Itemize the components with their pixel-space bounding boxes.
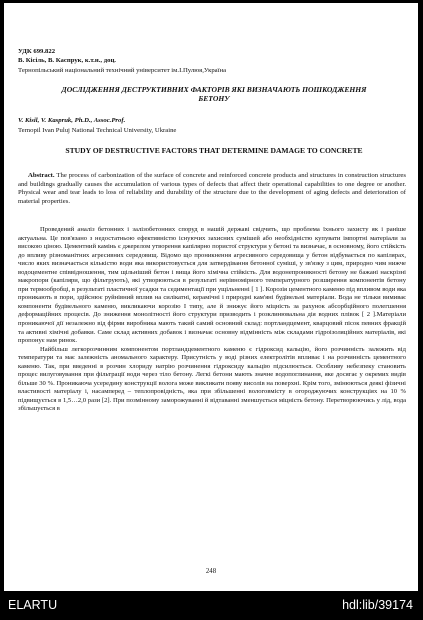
title-ua: ДОСЛІДЖЕННЯ ДЕСТРУКТИВНИХ ФАКТОРІВ ЯКІ ВИЗНАЧАЮТЬ ПОШКОДЖЕННЯ БЕТОНУ bbox=[61, 85, 367, 104]
authors-en: V. Kisil, V. Kaspruk, Ph.D., Assoc.Prof. bbox=[18, 117, 126, 124]
footer-bar bbox=[0, 591, 423, 620]
body-paragraph-2: Найбільш легкорозчинним компонентом портландцементного каменю є гідроксид кальцію, його розчинність залежить від температури та має залежність аномального характеру. Присутність у воді різних електролітів впливає і на розчинність цементного каменю. Так, при введенні в розчин хлориду натрію розчинення гідроксиду кальцію підсилюється. Особливу небезпеку становить процес вилуговування при фільтрації води через тіло бетону. Легкі бетони мають значне водопоглинання, яке досягає у окремих видів більше 30 %. Проникаюча усередину конструкції волога може викликати появу висолів на поверхні. Крім того, змінюються деякі фізичні властивості матеріалу і, насамперед – теплопровідність, яка при збільшенні вологовмісту в огороджуючих конструкціях на 10 % підвищується в 1,5…2,0 рази [2]. При позмінному заморожуванні й відтаванні зменшується міцність бетону. Перетворюючись у лід, вода збільшується в bbox=[18, 345, 406, 413]
affiliation-en: Ternopil Ivan Puluj National Technical University, Ukraine bbox=[18, 127, 177, 134]
page-number: 248 bbox=[205, 568, 217, 575]
abstract-text: The process of carbonization of the surface of concrete and reinforced concrete products and structures in construction structures and buildings gradually causes the accumulation of various types of defects that affect their operational capabilities to one degree or another. Physical wear and tear leads to loss of reliability and durability of the structure due to the development of aging defects and deterioration of material properties. bbox=[18, 172, 406, 205]
document-page bbox=[4, 3, 418, 591]
footer-handle-label: hdl:lib/39174 bbox=[342, 598, 413, 612]
body-paragraph-1: Проведений аналіз бетонних і залізобетонних споруд в нашій державі свідчить, що проблема їхнього захисту як і раніше актуальна. Це пов'язано з недостатньою ефективністю існуючих захисних сумішей або необхідністю купувати імпортні матеріали за високою ціною. Цементний камінь є джерелом утворення капілярно пористої структури у бетоні та визначає, в основному, його стійкість до впливу різноманітних агресивних середовищ. Відомо що проникнення агресивного середовища у бетон відбувається по капілярах, число яких визначається кількістю води яка використовується для затвердівання бетонної суміші, у зв'язку з цим, природно чим нижче водоцементне співвідношення, тим щільніший бетон і вища його хімічна стійкість. Для водонепроникності бетону не бажані наскрізні макропори (капіляри, що фільтрують), які утворюються в результаті нерівномірного температурного розширення компонентів бетону при термообробці, в результаті пластичної усадки та седиментації при ущільненні [ 1 ]. Корозія цементного каменю під впливом води яка проникають в пори, здійснює руйнівний вплив на силікатні, керамічні і природні кам'яні будівельні матеріали. Вода не тільки вимиває компоненти будівельного каменю, викликаючи корозію І типу, але й знижує його міцність за рахунок абсорбційного полегшення деформаційних процесів. До зниження монолітності його структури призводить і розклинювальна дія водних плівок [ 2 ].Матеріали проникаючої дії незалежно від фірми виробника мають такий самий основний склад: портландцемент, кварцовий пісок певних фракцій та активні хімічні добавки. Саме склад активних добавок і визначає основну відмінність між складами гідроізоляційних матеріалів, які пропонує нам ринок. bbox=[18, 226, 406, 345]
body-text bbox=[18, 226, 406, 414]
abstract bbox=[18, 172, 406, 206]
authors-ua: В. Кісіль, В. Каспрук, к.т.н., доц. bbox=[18, 57, 116, 64]
udk-code: УДК 699.822 bbox=[18, 48, 56, 55]
abstract-label: Abstract. bbox=[28, 172, 55, 179]
footer-repository-label: ELARTU bbox=[8, 598, 58, 612]
affiliation-ua: Тернопільський національний технічний університет ім.І.Пулюя,Україна bbox=[18, 67, 227, 74]
title-en: STUDY OF DESTRUCTIVE FACTORS THAT DETERMINE DAMAGE TO CONCRETE bbox=[65, 146, 363, 155]
